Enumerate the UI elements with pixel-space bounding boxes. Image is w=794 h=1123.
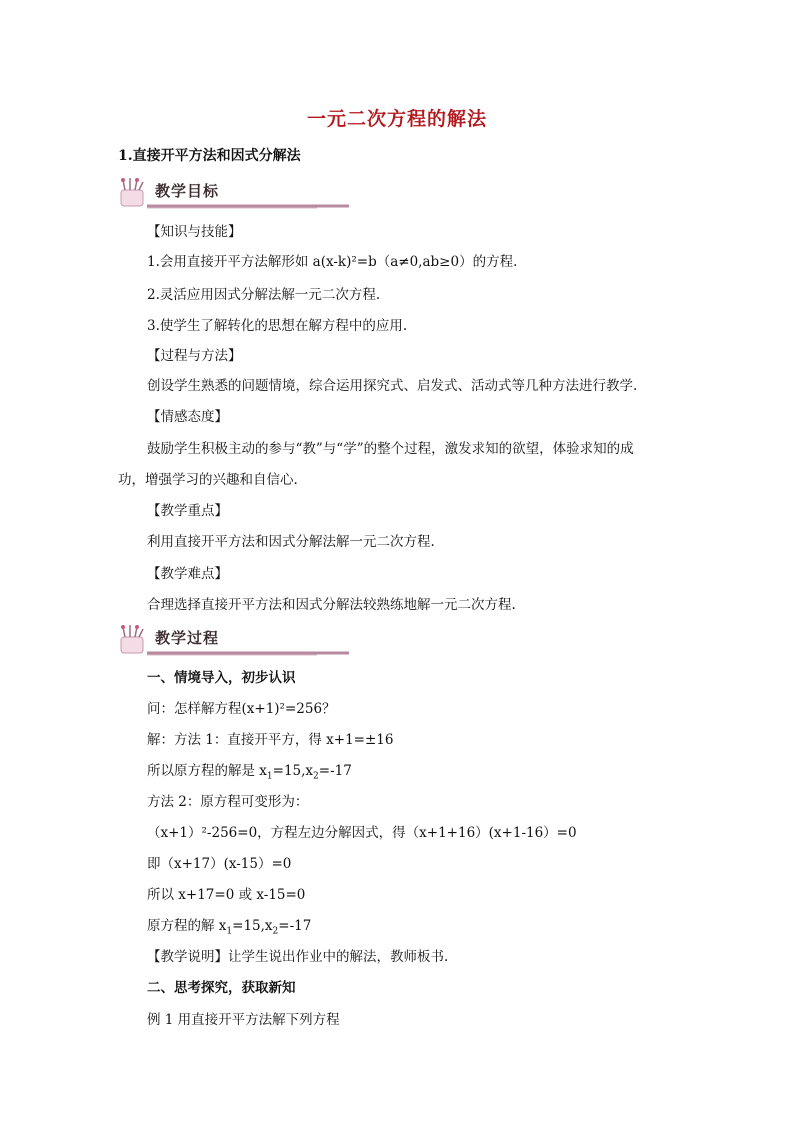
emotion-heading: 【情感态度】 [147, 409, 228, 425]
emotion-text-line-1: 鼓励学生积极主动的参与“教”与“学”的整个过程，激发求知的欲望，体验求知的成 [147, 441, 634, 457]
document-title: 一元二次方程的解法 [306, 108, 487, 130]
difficulty-text: 合理选择直接开平方法和因式分解法较熟练地解一元二次方程. [147, 597, 516, 613]
difficulty-heading: 【教学难点】 [147, 566, 228, 582]
part-two-heading: 二、思考探究，获取新知 [147, 980, 296, 996]
method-two-text: 方法 2：原方程可变形为： [147, 794, 309, 810]
method-two-step-2: 即（x+17）(x-15）=0 [147, 856, 292, 872]
emotion-text-line-2: 功，增强学习的兴趣和自信心. [118, 472, 298, 488]
method-one-solution: 所以原方程的解是 $x_1=15,x_2=-17$ [147, 763, 352, 782]
method-two-step-3: 所以 x+17=0 或 x-15=0 [147, 887, 306, 903]
method-two-step-1: （x+1）²-256=0，方程左边分解因式，得（x+1+16）(x+1-16）=0 [147, 825, 577, 841]
key-point-text: 利用直接开平方法和因式分解法解一元二次方程. [147, 534, 435, 550]
banner-label: 教学目标 [155, 182, 220, 200]
knowledge-skills-heading: 【知识与技能】 [147, 224, 242, 240]
goal-item-1: 1.会用直接开平方法解形如 a(x-k)²=b（a≠0,ab≥0）的方程. [147, 254, 518, 270]
teaching-process-banner [117, 623, 357, 657]
banner-decoration-icon [117, 623, 357, 657]
teaching-note: 【教学说明】让学生说出作业中的解法，教师板书. [147, 949, 449, 965]
method-one-text: 解：方法 1：直接开平方，得 x+1=±16 [147, 732, 394, 748]
process-method-heading: 【过程与方法】 [147, 348, 242, 364]
process-method-text: 创设学生熟悉的问题情境，综合运用探究式、启发式、活动式等几种方法进行教学. [147, 378, 638, 394]
question-text: 问：怎样解方程(x+1)²=256？ [147, 701, 336, 717]
banner-decoration-icon [117, 176, 357, 210]
example-one: 例 1 用直接开平方法解下列方程 [147, 1012, 340, 1028]
section-heading: 1.直接开平方法和因式分解法 [118, 148, 301, 164]
teaching-goals-banner [117, 176, 357, 210]
banner-label: 教学过程 [155, 629, 220, 647]
goal-item-2: 2.灵活应用因式分解法解一元二次方程. [147, 287, 381, 303]
key-point-heading: 【教学重点】 [147, 503, 228, 519]
method-two-solution: 原方程的解 $x_1=15,x_2=-17$ [147, 918, 312, 937]
goal-item-3: 3.使学生了解转化的思想在解方程中的应用. [147, 318, 408, 334]
part-one-heading: 一、情境导入，初步认识 [147, 670, 296, 686]
